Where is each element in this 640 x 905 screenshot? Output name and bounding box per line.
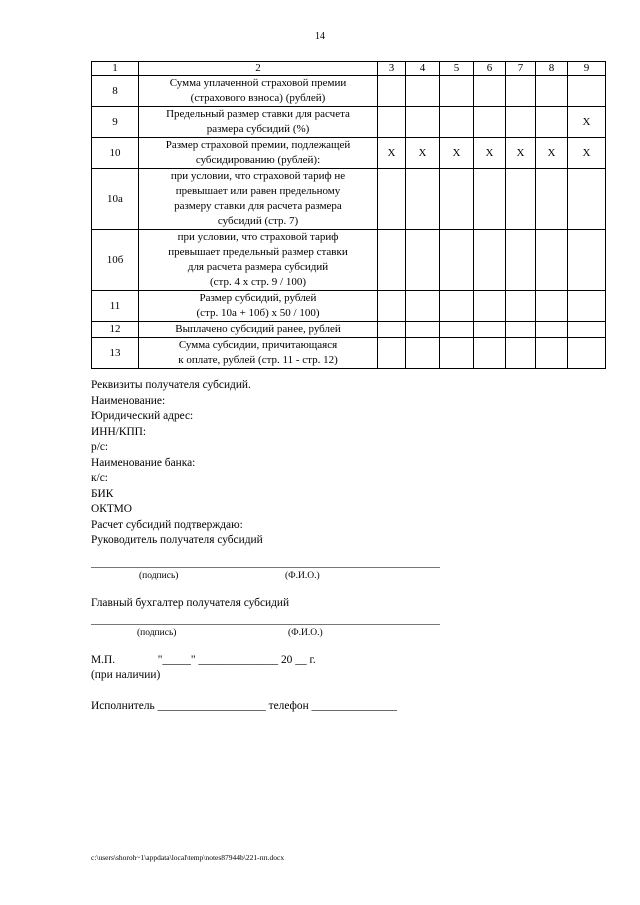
value-cell-col-6 — [474, 230, 506, 291]
table-body — [92, 62, 606, 369]
requisite-line: Руководитель получателя субсидий — [91, 534, 263, 546]
requisite-line: Наименование: — [91, 394, 166, 407]
value-cell-col-4: X — [406, 138, 440, 169]
value-cell-col-3 — [378, 230, 406, 291]
value-cell-col-7 — [506, 76, 536, 107]
requisite-line: Юридический адрес: — [91, 410, 194, 422]
value-cell-col-6 — [474, 76, 506, 107]
value-cell-col-4 — [406, 322, 440, 338]
recipient-requisites — [91, 378, 263, 549]
requisite-line: Реквизиты получателя субсидий. — [91, 379, 251, 391]
row-number-cell: 10а — [92, 169, 139, 230]
row-description-cell — [139, 107, 378, 138]
column-header-5: 5 — [440, 62, 474, 76]
value-cell-col-5 — [440, 291, 474, 322]
value-cell-col-5 — [440, 338, 474, 369]
row-number-cell: 9 — [92, 107, 139, 138]
table-row — [92, 138, 606, 169]
value-cell-col-3 — [378, 338, 406, 369]
value-cell-col-9: X — [568, 138, 606, 169]
signature-caption-head: (подпись) — [139, 571, 179, 581]
value-cell-col-8 — [536, 76, 568, 107]
value-cell-col-4 — [406, 230, 440, 291]
value-cell-col-4 — [406, 169, 440, 230]
value-cell-col-8 — [536, 107, 568, 138]
description-line: Размер страховой премии, подлежащей — [165, 139, 351, 151]
column-header-2: 2 — [139, 62, 378, 76]
file-path-footer: c:\users\shoroh~1\appdata\local\temp\notes87944b\221-пп.docx — [91, 853, 285, 862]
value-cell-col-7 — [506, 291, 536, 322]
description-line: (страхового взноса) (рублей) — [190, 92, 326, 104]
row-description-cell — [139, 76, 378, 107]
requisite-line: р/с: — [91, 441, 109, 453]
value-cell-col-6 — [474, 291, 506, 322]
page-number: 14 — [315, 31, 325, 42]
value-cell-col-8 — [536, 169, 568, 230]
description-line: Предельный размер ставки для расчета — [166, 108, 350, 120]
value-cell-col-3 — [378, 76, 406, 107]
value-cell-col-6 — [474, 107, 506, 138]
subsidy-table — [91, 61, 606, 369]
table-row — [92, 76, 606, 107]
row-description-cell — [139, 138, 378, 169]
fio-caption-accountant: (Ф.И.О.) — [288, 628, 323, 638]
row-number-cell: 10б — [92, 230, 139, 291]
description-line: субсидий (стр. 7) — [217, 215, 299, 227]
value-cell-col-3 — [378, 291, 406, 322]
description-line: для расчета размера субсидий — [187, 261, 329, 273]
value-cell-col-5 — [440, 230, 474, 291]
row-number-cell: 12 — [92, 322, 139, 338]
value-cell-col-9 — [568, 230, 606, 291]
column-header-8: 8 — [536, 62, 568, 76]
requisite-line: Расчет субсидий подтверждаю: — [91, 518, 243, 531]
description-line: превышает предельный размер ставки — [168, 246, 348, 258]
description-line: (стр. 10а + 10б) х 50 / 100) — [196, 307, 320, 319]
description-line: при условии, что страховой тариф не — [170, 170, 346, 182]
stamp-date-line: М.П. "_____" ______________ 20 __ г. — [91, 654, 316, 666]
description-line: Выплачено субсидий ранее, рублей — [175, 323, 341, 335]
fio-caption-head: (Ф.И.О.) — [285, 571, 320, 581]
table-row — [92, 322, 606, 338]
value-cell-col-3 — [378, 107, 406, 138]
value-cell-col-5 — [440, 107, 474, 138]
chief-accountant-label: Главный бухгалтер получателя субсидий — [91, 597, 290, 609]
row-number-cell: 10 — [92, 138, 139, 169]
table-row — [92, 169, 606, 230]
value-cell-col-6 — [474, 169, 506, 230]
value-cell-col-9 — [568, 76, 606, 107]
value-cell-col-8: X — [536, 138, 568, 169]
signature-caption-accountant: (подпись) — [137, 628, 177, 638]
column-header-1: 1 — [92, 62, 139, 76]
description-line: размеру ставки для расчета размера — [174, 200, 342, 212]
table-header-row — [92, 62, 606, 76]
table-row — [92, 230, 606, 291]
stamp-note: (при наличии) — [91, 669, 161, 681]
value-cell-col-5: X — [440, 138, 474, 169]
value-cell-col-3 — [378, 322, 406, 338]
value-cell-col-7 — [506, 230, 536, 291]
row-description-cell — [139, 230, 378, 291]
description-line: Сумма уплаченной страховой премии — [169, 77, 347, 89]
requisite-line: ОКТМО — [91, 503, 132, 515]
description-line: превышает или равен предельному — [175, 185, 341, 197]
signature-line-head — [91, 567, 440, 568]
value-cell-col-4 — [406, 291, 440, 322]
value-cell-col-7: X — [506, 138, 536, 169]
value-cell-col-8 — [536, 230, 568, 291]
value-cell-col-8 — [536, 291, 568, 322]
value-cell-col-5 — [440, 76, 474, 107]
table-row — [92, 107, 606, 138]
requisite-line: ИНН/КПП: — [91, 425, 147, 438]
value-cell-col-6 — [474, 338, 506, 369]
description-line: Сумма субсидии, причитающаяся — [178, 339, 338, 351]
value-cell-col-5 — [440, 322, 474, 338]
value-cell-col-4 — [406, 76, 440, 107]
description-line: субсидированию (рублей): — [195, 154, 321, 166]
column-header-6: 6 — [474, 62, 506, 76]
requisite-line: Наименование банка: — [91, 456, 196, 469]
value-cell-col-7 — [506, 338, 536, 369]
requisite-line: БИК — [91, 487, 114, 500]
requisite-line: к/с: — [91, 472, 108, 484]
row-number-cell: 8 — [92, 76, 139, 107]
row-description-cell — [139, 338, 378, 369]
description-line: Размер субсидий, рублей — [199, 292, 317, 304]
executor-phone-line: Исполнитель ___________________ телефон _______________ — [91, 700, 397, 712]
value-cell-col-8 — [536, 338, 568, 369]
table-row — [92, 291, 606, 322]
value-cell-col-9: X — [568, 107, 606, 138]
table-row — [92, 338, 606, 369]
value-cell-col-7 — [506, 169, 536, 230]
value-cell-col-7 — [506, 107, 536, 138]
value-cell-col-3 — [378, 169, 406, 230]
value-cell-col-9 — [568, 169, 606, 230]
description-line: к оплате, рублей (стр. 11 - стр. 12) — [178, 354, 338, 366]
signature-line-accountant — [91, 624, 440, 625]
value-cell-col-3: X — [378, 138, 406, 169]
row-number-cell: 13 — [92, 338, 139, 369]
column-header-4: 4 — [406, 62, 440, 76]
row-description-cell — [139, 322, 378, 338]
value-cell-col-4 — [406, 338, 440, 369]
description-line: при условии, что страховой тариф — [177, 231, 339, 243]
value-cell-col-5 — [440, 169, 474, 230]
column-header-9: 9 — [568, 62, 606, 76]
value-cell-col-8 — [536, 322, 568, 338]
value-cell-col-9 — [568, 322, 606, 338]
value-cell-col-9 — [568, 291, 606, 322]
column-header-7: 7 — [506, 62, 536, 76]
description-line: размера субсидий (%) — [206, 123, 310, 135]
value-cell-col-9 — [568, 338, 606, 369]
column-header-3: 3 — [378, 62, 406, 76]
value-cell-col-7 — [506, 322, 536, 338]
value-cell-col-6 — [474, 322, 506, 338]
row-description-cell — [139, 291, 378, 322]
value-cell-col-4 — [406, 107, 440, 138]
row-number-cell: 11 — [92, 291, 139, 322]
description-line: (стр. 4 х стр. 9 / 100) — [209, 276, 307, 288]
row-description-cell — [139, 169, 378, 230]
value-cell-col-6: X — [474, 138, 506, 169]
